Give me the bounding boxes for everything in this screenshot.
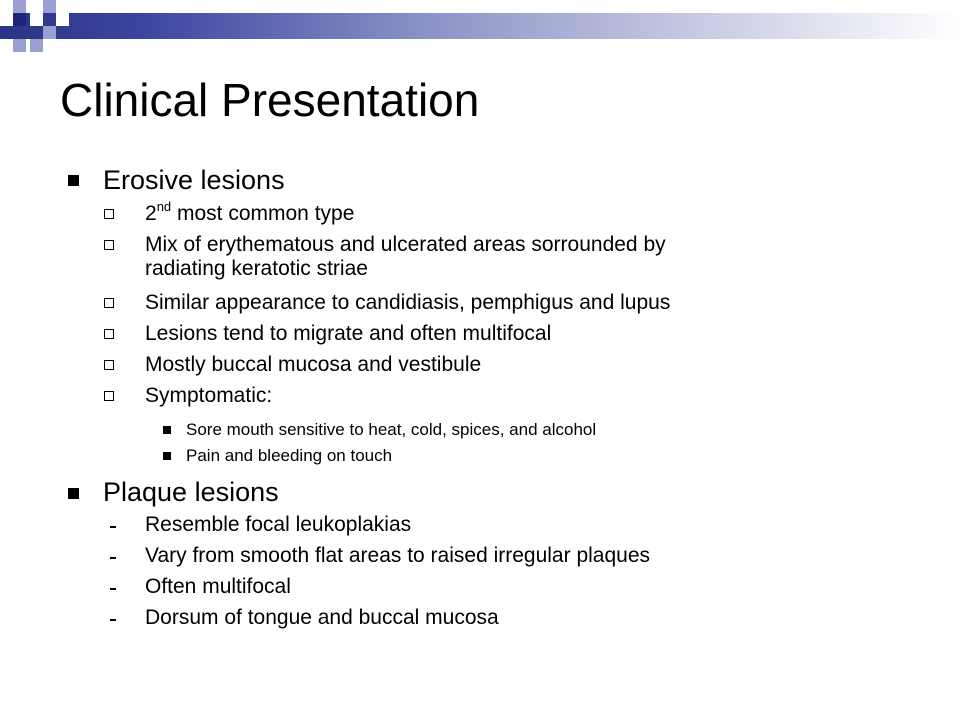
hollow-square-bullet-icon — [104, 329, 114, 339]
section-heading-erosive: Erosive lesions — [103, 165, 285, 195]
list-item-continuation: radiating keratotic striae — [145, 257, 368, 280]
list-item: Mix of erythematous and ulcerated areas sorrounded by — [145, 233, 666, 256]
sub-list-item: Pain and bleeding on touch — [186, 446, 393, 465]
list-item: Often multifocal — [145, 575, 291, 598]
square-bullet-icon — [68, 175, 79, 186]
sub-list-item: Sore mouth sensitive to heat, cold, spices, and alcohol — [186, 420, 597, 439]
hollow-square-bullet-icon — [104, 298, 114, 308]
dash-bullet-icon — [110, 619, 116, 621]
square-bullet-icon — [163, 452, 171, 460]
square-bullet-icon — [163, 426, 171, 434]
list-item: Lesions tend to migrate and often multifocal — [145, 322, 552, 345]
hollow-square-bullet-icon — [104, 209, 114, 219]
list-item: 2nd most common type — [145, 199, 355, 225]
list-item: Resemble focal leukoplakias — [145, 513, 412, 536]
list-item: Symptomatic: — [145, 384, 273, 407]
dash-bullet-icon — [110, 588, 116, 590]
list-item: Dorsum of tongue and buccal mucosa — [145, 606, 499, 629]
hollow-square-bullet-icon — [104, 360, 114, 370]
list-item: Mostly buccal mucosa and vestibule — [145, 353, 482, 376]
list-item: Similar appearance to candidiasis, pemphigus and lupus — [145, 291, 671, 314]
square-bullet-icon — [68, 488, 79, 499]
dash-bullet-icon — [110, 557, 116, 559]
dash-bullet-icon — [110, 526, 116, 528]
section-heading-plaque: Plaque lesions — [103, 477, 279, 507]
hollow-square-bullet-icon — [104, 391, 114, 401]
list-item: Vary from smooth flat areas to raised irregular plaques — [145, 544, 651, 567]
hollow-square-bullet-icon — [104, 240, 114, 250]
slide-title: Clinical Presentation — [60, 74, 480, 126]
